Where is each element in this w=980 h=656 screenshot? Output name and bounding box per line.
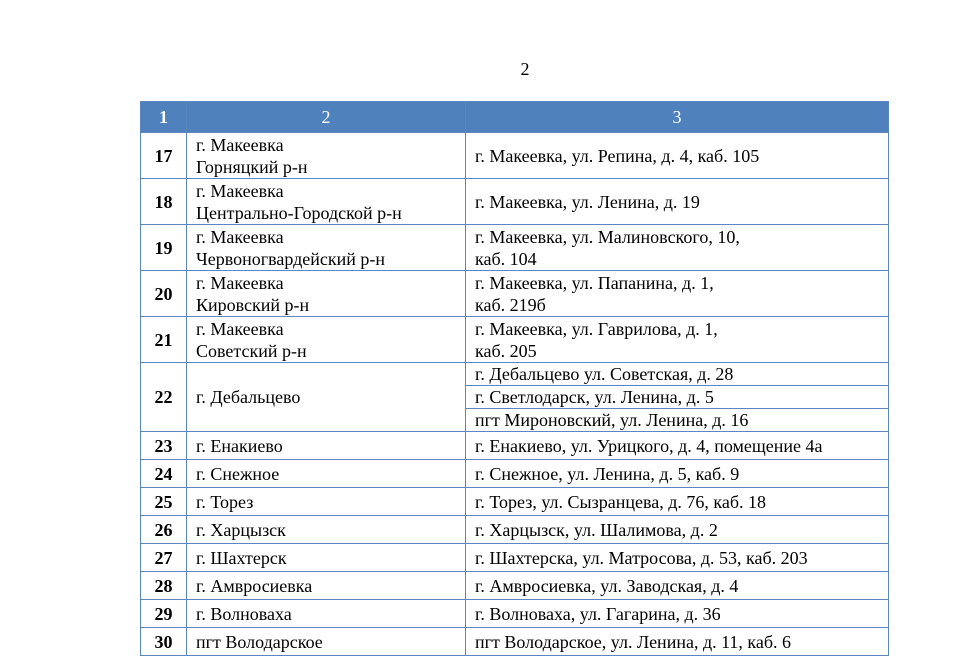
address-cell: пгт Володарское, ул. Ленина, д. 11, каб. 6 — [466, 628, 889, 656]
table-row — [141, 271, 889, 317]
address-cell — [466, 317, 889, 363]
row-number: 23 — [141, 432, 187, 460]
address-line: каб. 219б — [475, 294, 546, 315]
address-line: г. Макеевка, ул. Малиновского, 10, — [475, 226, 740, 247]
city-cell — [187, 225, 466, 271]
city-cell: г. Харцызск — [187, 516, 466, 544]
row-number: 21 — [141, 317, 187, 363]
row-number: 25 — [141, 488, 187, 516]
table-row — [141, 179, 889, 225]
city-cell — [187, 133, 466, 179]
city-cell: г. Снежное — [187, 460, 466, 488]
address-cell: г. Волноваха, ул. Гагарина, д. 36 — [466, 600, 889, 628]
district-name: Горняцкий р-н — [196, 156, 308, 177]
address-cell: г. Дебальцево ул. Советская, д. 28 — [466, 363, 889, 386]
table-row — [141, 628, 889, 656]
city-cell — [187, 363, 466, 432]
address-cell: г. Светлодарск, ул. Ленина, д. 5 — [466, 386, 889, 409]
row-number: 28 — [141, 572, 187, 600]
table-row — [141, 317, 889, 363]
address-line: каб. 205 — [475, 340, 537, 361]
city-name: г. Макеевка — [196, 226, 284, 247]
address-line: г. Макеевка, ул. Репина, д. 4, каб. 105 — [475, 145, 760, 166]
address-cell: г. Снежное, ул. Ленина, д. 5, каб. 9 — [466, 460, 889, 488]
table-row — [141, 544, 889, 572]
table-row — [141, 488, 889, 516]
table-row — [141, 432, 889, 460]
district-name: Червоногвардейский р-н — [196, 248, 385, 269]
table-row — [141, 133, 889, 179]
header-col-2: 2 — [187, 102, 466, 133]
table-row — [141, 225, 889, 271]
city-cell — [187, 271, 466, 317]
table-row — [141, 460, 889, 488]
page-number: 2 — [520, 59, 530, 79]
address-line: г. Макеевка, ул. Гаврилова, д. 1, — [475, 318, 718, 339]
table-row — [141, 363, 889, 386]
city-name: г. Дебальцево — [196, 387, 301, 407]
district-name: Центрально-Городской р-н — [196, 202, 402, 223]
address-cell: г. Торез, ул. Сызранцева, д. 76, каб. 18 — [466, 488, 889, 516]
row-number: 19 — [141, 225, 187, 271]
city-cell: г. Амвросиевка — [187, 572, 466, 600]
city-name: г. Макеевка — [196, 318, 284, 339]
address-cell — [466, 179, 889, 225]
address-cell: г. Харцызск, ул. Шалимова, д. 2 — [466, 516, 889, 544]
city-cell: г. Волноваха — [187, 600, 466, 628]
table-row — [141, 600, 889, 628]
table-row — [141, 516, 889, 544]
row-number: 29 — [141, 600, 187, 628]
address-cell — [466, 271, 889, 317]
address-cell: г. Амвросиевка, ул. Заводская, д. 4 — [466, 572, 889, 600]
row-number: 30 — [141, 628, 187, 656]
row-number: 24 — [141, 460, 187, 488]
city-name: г. Макеевка — [196, 272, 284, 293]
city-cell: пгт Володарское — [187, 628, 466, 656]
table-row — [141, 572, 889, 600]
table-header-row — [141, 102, 889, 133]
header-col-3: 3 — [466, 102, 889, 133]
city-cell — [187, 317, 466, 363]
row-number: 22 — [141, 363, 187, 432]
row-number: 18 — [141, 179, 187, 225]
row-number: 26 — [141, 516, 187, 544]
address-cell: г. Шахтерска, ул. Матросова, д. 53, каб. 203 — [466, 544, 889, 572]
city-cell: г. Шахтерск — [187, 544, 466, 572]
city-cell: г. Торез — [187, 488, 466, 516]
district-name: Советский р-н — [196, 340, 307, 361]
city-name: г. Макеевка — [196, 134, 284, 155]
row-number: 27 — [141, 544, 187, 572]
address-line: каб. 104 — [475, 248, 537, 269]
address-cell — [466, 133, 889, 179]
city-cell: г. Енакиево — [187, 432, 466, 460]
address-line: г. Макеевка, ул. Папанина, д. 1, — [475, 272, 714, 293]
address-line: г. Макеевка, ул. Ленина, д. 19 — [475, 191, 700, 212]
district-name: Кировский р-н — [196, 294, 310, 315]
city-cell — [187, 179, 466, 225]
city-name: г. Макеевка — [196, 180, 284, 201]
row-number: 20 — [141, 271, 187, 317]
address-cell: пгт Мироновский, ул. Ленина, д. 16 — [466, 409, 889, 432]
header-col-1: 1 — [141, 102, 187, 133]
address-table — [140, 101, 889, 656]
address-cell: г. Енакиево, ул. Урицкого, д. 4, помещение 4а — [466, 432, 889, 460]
row-number: 17 — [141, 133, 187, 179]
address-cell — [466, 225, 889, 271]
